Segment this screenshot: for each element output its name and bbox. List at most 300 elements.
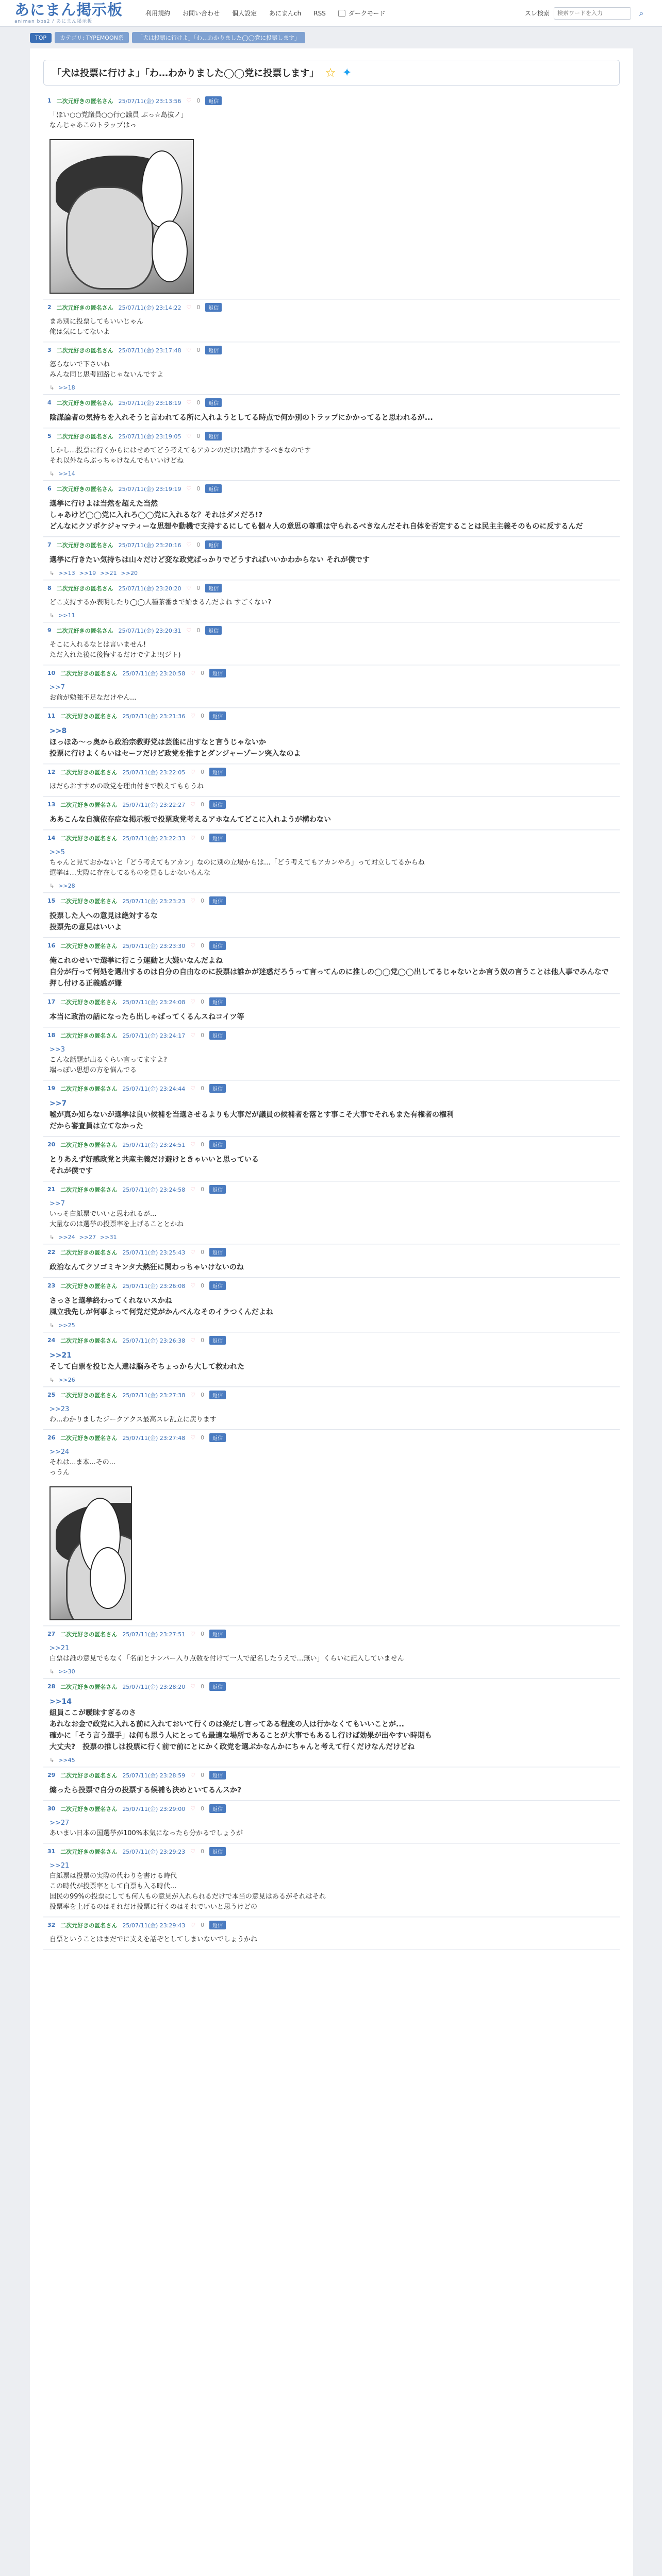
poster-name: 二次元好きの匿名さん — [60, 1434, 118, 1442]
post-date: 25/07/11(金) 23:28:20 — [122, 1683, 186, 1690]
reply-button[interactable]: 返信 — [209, 1084, 226, 1093]
heart-icon[interactable]: ♡ — [190, 1282, 196, 1289]
reply-anchor[interactable]: >>21 — [49, 1862, 70, 1870]
post-header — [43, 1332, 620, 1348]
reply-button[interactable]: 返信 — [209, 1140, 226, 1149]
post — [43, 342, 620, 395]
post-date: 25/07/11(金) 23:24:17 — [122, 1032, 186, 1039]
heart-icon[interactable]: ♡ — [190, 1631, 196, 1637]
post — [43, 1137, 620, 1181]
post-line: こんな話題が出るくらい言ってますよ? — [49, 1056, 167, 1064]
post — [43, 1244, 620, 1278]
post-body — [43, 108, 620, 135]
post-body — [43, 1641, 620, 1668]
heart-icon[interactable]: ♡ — [186, 399, 192, 406]
post-header — [43, 299, 620, 315]
reply-anchor[interactable]: >>7 — [49, 684, 65, 691]
poster-name: 二次元好きの匿名さん — [56, 541, 113, 549]
post-line: お前が勉強不足なだけやん... — [49, 694, 137, 702]
post — [43, 299, 620, 342]
post-date: 25/07/11(金) 23:22:05 — [122, 769, 186, 776]
post-body — [43, 845, 620, 883]
reply-button[interactable]: 返信 — [209, 834, 226, 842]
heart-icon[interactable]: ♡ — [190, 1249, 196, 1256]
post-header — [43, 580, 620, 596]
post-body — [43, 812, 620, 829]
post-number[interactable]: 23 — [47, 1282, 56, 1289]
post-line: どこ支持するか表明したり◯◯人種茶番まで始まるんだよね すごくない? — [49, 599, 272, 606]
heart-icon[interactable]: ♡ — [190, 1848, 196, 1855]
post-number[interactable]: 17 — [47, 998, 56, 1005]
poster-name: 二次元好きの匿名さん — [60, 670, 118, 677]
reply-button[interactable]: 返信 — [205, 346, 222, 354]
post — [43, 481, 620, 537]
heart-icon[interactable]: ♡ — [190, 1032, 196, 1039]
poster-name: 二次元好きの匿名さん — [60, 1772, 118, 1779]
heart-icon[interactable]: ♡ — [190, 801, 196, 808]
post-body — [43, 1445, 620, 1482]
dark-mode-toggle[interactable] — [338, 9, 386, 18]
post-line: いっそ白紙票でいいと思われるが... — [49, 1210, 157, 1218]
post-line: 選挙は…実際に存在してるものを見るしかないもんな — [49, 869, 211, 877]
like-count: 0 — [201, 835, 205, 841]
reply-link[interactable]: >>25 — [58, 1322, 75, 1329]
heart-icon[interactable]: ♡ — [186, 304, 192, 311]
post-number[interactable]: 11 — [47, 713, 56, 719]
post-line: ちゃんと見ておかないと「どう考えてもアカン」なのに別の立場からは…「どう考えてもアカンやろ」って対立してるからね — [49, 859, 425, 867]
heart-icon[interactable]: ♡ — [190, 1337, 196, 1344]
heart-icon[interactable]: ♡ — [190, 942, 196, 949]
post — [43, 537, 620, 580]
reply-link[interactable]: >>26 — [58, 1377, 75, 1383]
favorite-star-icon[interactable]: ☆ — [325, 65, 336, 80]
heart-icon[interactable]: ♡ — [190, 1186, 196, 1193]
post-number[interactable]: 4 — [47, 399, 52, 406]
post-body — [43, 1783, 620, 1800]
reply-anchor[interactable]: >>21 — [49, 1351, 72, 1360]
reply-button[interactable]: 返信 — [205, 584, 222, 592]
reply-arrow-icon: ↳ — [49, 1234, 55, 1241]
reply-button[interactable]: 返信 — [205, 96, 222, 105]
post-header — [43, 1080, 620, 1096]
reply-button[interactable]: 返信 — [209, 1921, 226, 1929]
reply-button[interactable]: 返信 — [205, 303, 222, 312]
reply-anchor[interactable]: >>27 — [49, 1819, 70, 1827]
post-number[interactable]: 25 — [47, 1392, 56, 1398]
breadcrumb-category[interactable]: カテゴリ: TYPEMOON系 — [55, 32, 129, 43]
like-count: 0 — [201, 942, 205, 949]
reply-anchor[interactable]: >>14 — [49, 1698, 72, 1706]
reply-button[interactable]: 返信 — [209, 1804, 226, 1813]
post-line: とりあえず好感政党と共産主義だけ避けときゃいいと思っている — [49, 1156, 259, 1164]
post-number[interactable]: 9 — [47, 627, 52, 634]
post-number[interactable]: 32 — [47, 1922, 56, 1928]
poster-name: 二次元好きの匿名さん — [60, 713, 118, 720]
post-header — [43, 830, 620, 845]
post-body — [43, 1348, 620, 1377]
reply-anchor[interactable]: >>5 — [49, 849, 65, 856]
post-header — [43, 1244, 620, 1260]
reply-button[interactable]: 返信 — [209, 1031, 226, 1040]
like-count: 0 — [201, 1141, 205, 1148]
heart-icon[interactable]: ♡ — [190, 713, 196, 719]
reply-link[interactable]: >>45 — [58, 1757, 75, 1764]
post-line: そして白票を投じた人達は脳みそちょっから大して救われた — [49, 1363, 244, 1371]
post-number[interactable]: 26 — [47, 1434, 56, 1441]
heart-icon[interactable]: ♡ — [186, 347, 192, 353]
reply-link[interactable]: >>14 — [58, 470, 75, 477]
post-line: だから審査員は立てなかった — [49, 1122, 143, 1130]
heart-icon[interactable]: ♡ — [190, 835, 196, 841]
post-line: ほだらおすすめの政党を理由付きで教えてもらうね — [49, 783, 204, 790]
post-line: 大丈夫? 投票の推しは投票に行く前で前にとにかく政党を選ぶかなんかにちゃんと考えて行くだけなんだけどね — [49, 1743, 415, 1751]
heart-icon[interactable]: ♡ — [190, 1922, 196, 1928]
like-count: 0 — [196, 627, 201, 634]
post-date: 25/07/11(金) 23:25:43 — [122, 1249, 186, 1256]
post-line: 本当に政治の話になったら出しゃばってくるんスねコイツ等 — [49, 1013, 244, 1021]
heart-icon[interactable]: ♡ — [190, 1392, 196, 1398]
site-logo[interactable] — [14, 2, 133, 24]
post-line: それは...ま本...その... — [49, 1459, 116, 1466]
post — [43, 1917, 620, 1950]
reply-arrow-icon: ↳ — [49, 470, 55, 477]
reply-anchor[interactable]: >>7 — [49, 1099, 67, 1108]
post-date: 25/07/11(金) 23:23:30 — [122, 942, 186, 950]
heart-icon[interactable]: ♡ — [186, 485, 192, 492]
post-number[interactable]: 1 — [47, 97, 52, 104]
post-number[interactable]: 28 — [47, 1683, 56, 1690]
post-line: 白票は誰の意見でもなく「名前とナンバー入り点数を付けて一人で記名したうえで…無い」くらいに記入していません — [49, 1655, 404, 1663]
poster-name: 二次元好きの匿名さん — [56, 304, 113, 311]
reply-button[interactable]: 返信 — [209, 669, 226, 677]
post-line: 投票先の意見はいいよ — [49, 923, 122, 931]
reply-button[interactable]: 返信 — [209, 711, 226, 720]
reply-button[interactable]: 返信 — [209, 1630, 226, 1638]
top-nav — [145, 9, 512, 18]
reply-button[interactable]: 返信 — [205, 540, 222, 549]
reply-links — [43, 1322, 620, 1332]
post-number[interactable]: 2 — [47, 304, 52, 311]
heart-icon[interactable]: ♡ — [190, 670, 196, 676]
post-number[interactable]: 27 — [47, 1631, 56, 1637]
heart-icon[interactable]: ♡ — [186, 627, 192, 634]
post-number[interactable]: 29 — [47, 1772, 56, 1778]
poster-name: 二次元好きの匿名さん — [60, 998, 118, 1006]
reply-anchor[interactable]: >>21 — [49, 1645, 70, 1652]
post — [43, 1843, 620, 1917]
post-line: この時代が投票率として白票も入る時代... — [49, 1883, 177, 1890]
post-body — [43, 1859, 620, 1917]
post-line: 確かに「そう言う選手」は何も思う人にとっても最適な場所であることが大事でもあるし行けば効果が出やすい時期も — [49, 1732, 432, 1740]
poster-name: 二次元好きの匿名さん — [60, 1805, 118, 1812]
post-date: 25/07/11(金) 23:24:44 — [122, 1085, 186, 1092]
reply-anchor[interactable]: >>3 — [49, 1046, 65, 1054]
reply-button[interactable]: 返信 — [209, 768, 226, 776]
like-count: 0 — [201, 670, 205, 676]
post-header — [43, 665, 620, 681]
post — [43, 93, 620, 299]
heart-icon[interactable]: ♡ — [190, 1085, 196, 1092]
heart-icon[interactable]: ♡ — [186, 433, 192, 439]
post-number[interactable]: 21 — [47, 1186, 56, 1193]
post — [43, 1080, 620, 1137]
reply-link[interactable]: >>19 — [79, 570, 96, 577]
post-header — [43, 1679, 620, 1694]
heart-icon[interactable]: ♡ — [190, 1434, 196, 1441]
post-number[interactable]: 8 — [47, 585, 52, 591]
reply-button[interactable]: 返信 — [209, 997, 226, 1006]
heart-icon[interactable]: ♡ — [190, 1805, 196, 1812]
post-body — [43, 358, 620, 384]
post-body — [43, 1402, 620, 1429]
post-header — [43, 1278, 620, 1293]
reply-button[interactable]: 返信 — [209, 1682, 226, 1691]
reply-button[interactable]: 返信 — [209, 1847, 226, 1856]
like-count: 0 — [201, 998, 205, 1005]
reply-links — [43, 384, 620, 394]
reply-button[interactable]: 返信 — [209, 1771, 226, 1780]
heart-icon[interactable]: ♡ — [190, 1772, 196, 1778]
poster-name: 二次元好きの匿名さん — [60, 835, 118, 842]
reply-arrow-icon: ↳ — [49, 1322, 55, 1329]
post — [43, 622, 620, 665]
like-count: 0 — [201, 1085, 205, 1092]
like-count: 0 — [201, 769, 205, 775]
manga-panel-image[interactable] — [49, 139, 194, 294]
post-number[interactable]: 16 — [47, 942, 56, 949]
poster-name: 二次元好きの匿名さん — [60, 801, 118, 808]
reply-button[interactable]: 返信 — [209, 1248, 226, 1257]
reply-link[interactable]: >>27 — [79, 1234, 96, 1241]
reply-button[interactable]: 返信 — [209, 1185, 226, 1194]
post — [43, 1430, 620, 1626]
post-body — [43, 779, 620, 796]
post — [43, 580, 620, 622]
post-line: 嘘が真か知らないが選挙は良い候補を当選させるよりも大事だが議員の候補者を落とす事こそ大事でそれもまた有権者の権利 — [49, 1111, 454, 1119]
heart-icon[interactable]: ♡ — [186, 97, 192, 104]
post-number[interactable]: 15 — [47, 897, 56, 904]
search-icon[interactable]: ⌕ — [639, 8, 644, 18]
post-line: しかし…投票に行くからにはせめてどう考えてもアカンのだけは勘弁するべきなのです — [49, 447, 311, 454]
reply-button[interactable]: 返信 — [209, 1281, 226, 1290]
post-header — [43, 1917, 620, 1933]
reply-anchor[interactable]: >>8 — [49, 727, 67, 735]
nav-animanch[interactable]: あにまんch — [269, 10, 302, 17]
post-number[interactable]: 7 — [47, 541, 52, 548]
breadcrumb-top[interactable]: TOP — [30, 33, 52, 43]
nav-settings[interactable]: 個人設定 — [232, 10, 257, 17]
post-line: あいまい日本の国選挙が100%本気になったら分かるでしょうが — [49, 1829, 243, 1837]
post-number[interactable]: 5 — [47, 433, 52, 439]
dark-mode-label: ダークモード — [348, 10, 386, 17]
post-body — [43, 681, 620, 707]
post-number[interactable]: 30 — [47, 1805, 56, 1812]
nav-rss[interactable]: RSS — [313, 9, 326, 17]
reply-button[interactable]: 返信 — [209, 1391, 226, 1399]
heart-icon[interactable]: ♡ — [190, 897, 196, 904]
post-number[interactable]: 13 — [47, 801, 56, 808]
twitter-share-icon[interactable]: ✦ — [342, 66, 352, 79]
post-header — [43, 1027, 620, 1043]
post-line: 怒らないで下さいね — [49, 361, 110, 368]
poster-name: 二次元好きの匿名さん — [60, 1032, 118, 1039]
reply-links — [43, 883, 620, 892]
post-number[interactable]: 6 — [47, 485, 52, 492]
search-label: スレ検索 — [524, 10, 550, 17]
post-header — [43, 537, 620, 552]
post-line: 白紙票は投票の実際の代わりを書ける時代 — [49, 1872, 177, 1880]
post-body — [43, 1260, 620, 1277]
like-count: 0 — [201, 1392, 205, 1398]
reply-link[interactable]: >>31 — [100, 1234, 117, 1241]
reply-arrow-icon: ↳ — [49, 384, 55, 391]
post-header — [43, 1843, 620, 1859]
reply-link[interactable]: >>13 — [58, 570, 75, 577]
post-line: 国民の99%の投票にしても何人もの意見が入れられるだけで本当の意見はあるがそれはそれ — [49, 1893, 326, 1901]
post-number[interactable]: 22 — [47, 1249, 56, 1256]
reply-anchor[interactable]: >>23 — [49, 1405, 70, 1413]
reply-button[interactable]: 返信 — [209, 941, 226, 950]
heart-icon[interactable]: ♡ — [190, 769, 196, 775]
reply-links — [43, 1377, 620, 1386]
post-line: 俺は気にしてないよ — [49, 328, 110, 336]
post — [43, 1767, 620, 1801]
post-number[interactable]: 18 — [47, 1032, 56, 1039]
reply-anchor[interactable]: >>24 — [49, 1448, 70, 1456]
post-body — [43, 1197, 620, 1234]
poster-name: 二次元好きの匿名さん — [60, 1683, 118, 1690]
post-date: 25/07/11(金) 23:18:19 — [118, 399, 181, 406]
reply-button[interactable]: 返信 — [205, 398, 222, 407]
post-date: 25/07/11(金) 23:19:19 — [118, 485, 181, 493]
reply-link[interactable]: >>28 — [58, 883, 75, 889]
post-line: 自票ということはまだでに支えを話ぞとしてしまいないでしょうかね — [49, 1936, 258, 1943]
post-date: 25/07/11(金) 23:29:43 — [122, 1922, 186, 1929]
poster-name: 二次元好きの匿名さん — [60, 1922, 118, 1929]
reply-link[interactable]: >>30 — [58, 1668, 75, 1675]
post-date: 25/07/11(金) 23:24:51 — [122, 1141, 186, 1148]
post-number[interactable]: 10 — [47, 670, 56, 676]
reply-button[interactable]: 返信 — [209, 1433, 226, 1442]
post-line: 風立我先しが何事よって何党だ党がかんべんなそのイラつくんだよね — [49, 1308, 273, 1316]
post-header — [43, 1430, 620, 1445]
heart-icon[interactable]: ♡ — [190, 998, 196, 1005]
post — [43, 796, 620, 830]
reply-button[interactable]: 返信 — [209, 800, 226, 809]
search-input[interactable] — [554, 7, 631, 20]
breadcrumb — [30, 32, 662, 43]
poster-name: 二次元好きの匿名さん — [56, 347, 113, 354]
like-count: 0 — [196, 485, 201, 492]
site-header — [0, 0, 662, 27]
post-line: 煽ったら投票で自分の投票する候補も決めといてるんスか? — [49, 1786, 242, 1794]
manga-panel-image[interactable] — [49, 1486, 132, 1620]
post-number[interactable]: 14 — [47, 835, 56, 841]
post-line: 自分が行って何処を選出するのは自分の自由なのに投票は誰かが迷惑だろうって言ってんのに推しの◯◯党◯◯出してるじゃないとか言う奴の言うことは他人事でみんなで押し付ける正義感が嫌 — [49, 968, 609, 988]
post-header — [43, 938, 620, 953]
poster-name: 二次元好きの匿名さん — [60, 942, 118, 950]
nav-contact[interactable]: お問い合わせ — [183, 10, 220, 17]
reply-button[interactable]: 返信 — [209, 1336, 226, 1345]
site-subtitle: animan bbs2 / あにまん掲示板 — [14, 19, 93, 24]
post-line: 政治なんてクソゴミキンタ大熱狂に関わっちゃいけないのね — [49, 1263, 244, 1272]
poster-name: 二次元好きの匿名さん — [56, 433, 113, 440]
heart-icon[interactable]: ♡ — [190, 1141, 196, 1148]
post-number[interactable]: 24 — [47, 1337, 56, 1344]
post-body — [43, 1694, 620, 1757]
like-count: 0 — [196, 399, 201, 406]
reply-link[interactable]: >>21 — [100, 570, 117, 577]
poster-name: 二次元好きの匿名さん — [60, 1337, 118, 1344]
post-number[interactable]: 12 — [47, 769, 56, 775]
post-date: 25/07/11(金) 23:17:48 — [118, 347, 181, 354]
reply-link[interactable]: >>18 — [58, 384, 75, 391]
post-line: そこに入れるなとは言いません! — [49, 641, 146, 649]
post-header — [43, 994, 620, 1009]
poster-name: 二次元好きの匿名さん — [60, 1186, 118, 1193]
post-header — [43, 1626, 620, 1641]
poster-name: 二次元好きの匿名さん — [60, 897, 118, 905]
heart-icon[interactable]: ♡ — [186, 585, 192, 591]
post-line: 投票に行けよくらいはセーフだけど政党を推すとダンジャーゾーン突入なのよ — [49, 750, 301, 758]
poster-name: 二次元好きの匿名さん — [56, 627, 113, 634]
post-header — [43, 1801, 620, 1816]
post-body — [43, 908, 620, 937]
reply-button[interactable]: 返信 — [205, 626, 222, 635]
reply-arrow-icon: ↳ — [49, 570, 55, 577]
post — [43, 764, 620, 796]
reply-button[interactable]: 返信 — [209, 896, 226, 905]
post-body — [43, 444, 620, 470]
post-date: 25/07/11(金) 23:24:08 — [122, 998, 186, 1006]
post-body — [43, 315, 620, 342]
breadcrumb-thread[interactable]: 「犬は投票に行けよ」「わ…わかりました◯◯党に投票します」 — [132, 32, 305, 43]
post-number[interactable]: 3 — [47, 347, 52, 353]
post-number[interactable]: 20 — [47, 1141, 56, 1148]
post — [43, 1387, 620, 1430]
post — [43, 830, 620, 893]
post — [43, 1801, 620, 1843]
like-count: 0 — [201, 713, 205, 719]
post-date: 25/07/11(金) 23:21:36 — [122, 713, 186, 720]
post-date: 25/07/11(金) 23:22:27 — [122, 801, 186, 808]
reply-link[interactable]: >>20 — [121, 570, 138, 577]
reply-link[interactable]: >>11 — [58, 612, 75, 619]
like-count: 0 — [201, 1337, 205, 1344]
reply-link[interactable]: >>24 — [58, 1234, 75, 1241]
heart-icon[interactable]: ♡ — [186, 541, 192, 548]
post — [43, 395, 620, 428]
reply-arrow-icon: ↳ — [49, 1377, 55, 1383]
reply-button[interactable]: 返信 — [205, 484, 222, 493]
post — [43, 708, 620, 764]
like-count: 0 — [196, 304, 201, 311]
post-line: 俺これのせいで選挙に行こう運動と大嫌いなんだよね — [49, 957, 223, 965]
post-date: 25/07/11(金) 23:26:08 — [122, 1282, 186, 1290]
post-line: ただ入れた後に後悔するだけですよ!!(ジト) — [49, 651, 181, 659]
reply-links — [43, 1668, 620, 1678]
reply-anchor[interactable]: >>7 — [49, 1200, 65, 1208]
post-body — [43, 410, 620, 428]
nav-terms[interactable]: 利用規約 — [145, 10, 171, 17]
post-number[interactable]: 31 — [47, 1848, 56, 1855]
heart-icon[interactable]: ♡ — [190, 1683, 196, 1690]
post-date: 25/07/11(金) 23:27:51 — [122, 1631, 186, 1638]
post-body — [43, 1096, 620, 1136]
reply-button[interactable]: 返信 — [205, 432, 222, 440]
post — [43, 665, 620, 708]
post-number[interactable]: 19 — [47, 1085, 56, 1092]
